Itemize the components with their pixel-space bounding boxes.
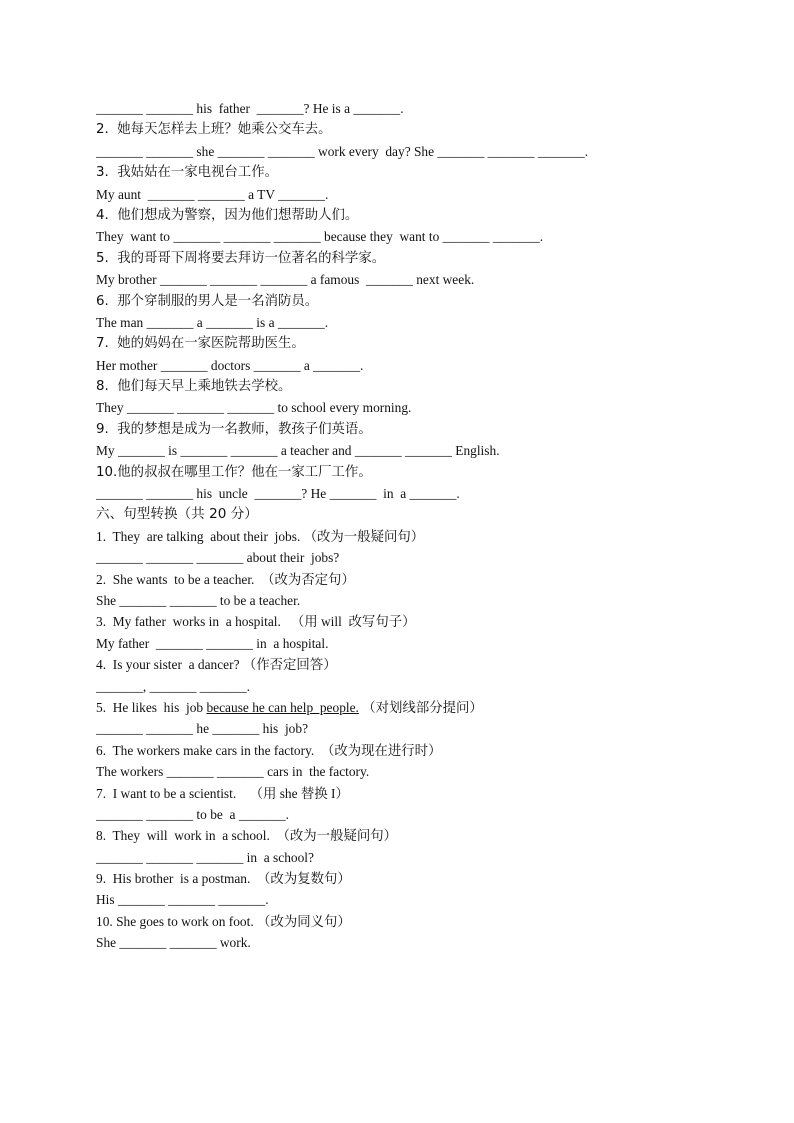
part5-q2-chinese: 2. 她每天怎样去上班？她乘公交车去。 — [96, 122, 332, 138]
part6-heading: 六、句型转换（共 20 分） — [96, 506, 258, 523]
part5-q7-chinese: 7. 她的妈妈在一家医院帮助医生。 — [96, 336, 305, 352]
part6-s9-answer: His _______ _______ _______. — [96, 892, 269, 908]
part6-s10-answer: She _______ _______ work. — [96, 935, 251, 951]
part6-s6-answer: The workers _______ _______ cars in the factory. — [96, 764, 370, 780]
part6-s7-question: 7. I want to be a scientist. （用 she 替换 I） — [96, 785, 349, 801]
part6-s2-question: 2. She wants to be a teacher. （改为否定句） — [96, 571, 355, 587]
part5-q10-answer: _______ _______ his uncle _______? He _______ in a _______. — [96, 486, 460, 502]
part6-s3-answer: My father _______ _______ in a hospital. — [96, 635, 329, 651]
part5-q7-answer: Her mother _______ doctors _______ a _______. — [96, 357, 364, 373]
part6-s5-underlined-part: because he can help people. — [206, 699, 359, 715]
part5-q3-answer: My aunt _______ _______ a TV _______. — [96, 186, 329, 202]
part6-s2-answer: She _______ _______ to be a teacher. — [96, 592, 301, 608]
part5-q1-answer: _______ _______ his father _______? He is a _______. — [96, 101, 404, 116]
part6-s5-instruction: （对划线部分提问） — [358, 699, 483, 715]
part6-s4-answer: _______, _______ _______. — [96, 678, 250, 694]
part5-q4-chinese: 4. 他们想成为警察，因为他们想帮助人们。 — [96, 207, 359, 223]
part6-s3-question: 3. My father works in a hospital. （用 will 改写句子） — [96, 614, 416, 630]
part6-s8-answer: _______ _______ _______ in a school? — [96, 849, 314, 865]
part5-q9-chinese: 9. 我的梦想是成为一名教师，教孩子们英语。 — [96, 421, 372, 437]
part5-q10-chinese: 10.他的叔叔在哪里工作？他在一家工厂工作。 — [96, 464, 372, 480]
part6-s1-answer: _______ _______ _______ about their jobs? — [96, 550, 340, 566]
part6-s5-answer: _______ _______ he _______ his job? — [96, 721, 309, 737]
part6-s6-question: 6. The workers make cars in the factory. （改为现在进行时） — [96, 742, 442, 758]
part6-s5-question-start: 5. He likes his job — [96, 699, 207, 715]
part6-s7-answer: _______ _______ to be a _______. — [96, 806, 290, 822]
part5-q3-chinese: 3. 我姑姑在一家电视台工作。 — [96, 165, 278, 181]
part6-s1-question: 1. They are talking about their jobs. （改为一般疑问句） — [96, 528, 425, 544]
part6-s4-question: 4. Is your sister a dancer? （作否定回答） — [96, 657, 337, 673]
part5-q8-chinese: 8. 他们每天早上乘地铁去学校。 — [96, 379, 292, 395]
part6-s10-question: 10. She goes to work on foot. （改为同义句） — [96, 913, 351, 929]
part5-q2-answer: _______ _______ she _______ _______ work every day? She _______ _______ _______. — [96, 143, 589, 159]
part6-s9-question: 9. His brother is a postman. （改为复数句） — [96, 871, 351, 887]
part5-q9-answer: My _______ is _______ _______ a teacher and _______ _______ English. — [96, 443, 500, 459]
part5-q6-answer: The man _______ a _______ is a _______. — [96, 314, 329, 330]
part5-q5-chinese: 5. 我的哥哥下周将要去拜访一位著名的科学家。 — [96, 250, 386, 266]
part5-q6-chinese: 6. 那个穿制服的男人是一名消防员。 — [96, 293, 319, 309]
part5-q8-answer: They _______ _______ _______ to school every morning. — [96, 400, 412, 416]
part5-q5-answer: My brother _______ _______ _______ a famous _______ next week. — [96, 272, 475, 288]
worksheet-page — [96, 98, 716, 954]
part6-s5-question — [96, 697, 716, 718]
part5-q4-answer: They want to _______ _______ _______ because they want to _______ _______. — [96, 229, 544, 245]
part6-s8-question: 8. They will work in a school. （改为一般疑问句） — [96, 828, 398, 844]
